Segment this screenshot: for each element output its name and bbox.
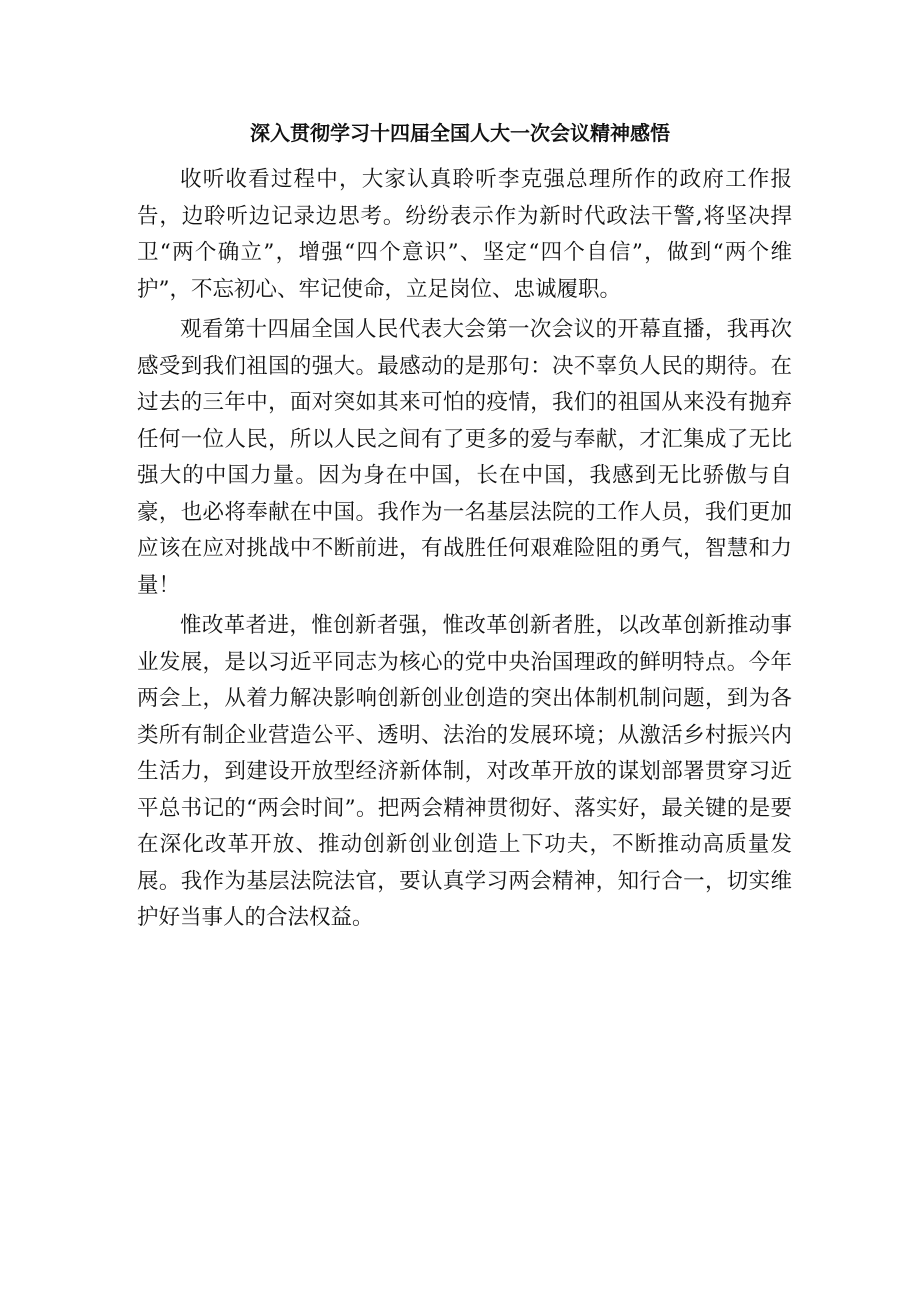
document-title: 深入贯彻学习十四届全国人大一次会议精神感悟 bbox=[250, 121, 670, 145]
paragraph-2: 观看第十四届全国人民代表大会第一次会议的开幕直播，我再次感受到我们祖国的强大。最感动的是那句：决不辜负人民的期待。在过去的三年中，面对突如其来可怕的疫情，我们的祖国从来没有抛弃任何一位人民，所以人民之间有了更多的爱与奉献，才汇集成了无比强大的中国力量。因为身在中国，长在中国，我感到无比骄傲与自豪，也必将奉献在中国。我作为一名基层法院的工作人员，我们更加应该在应对挑战中不断前进，有战胜任何艰难险阻的勇气，智慧和力量！ bbox=[137, 317, 792, 598]
document-body bbox=[137, 162, 792, 941]
paragraph-1: 收听收看过程中，大家认真聆听李克强总理所作的政府工作报告，边聆听边记录边思考。纷纷表示作为新时代政法干警,将坚决捍卫“两个确立”，增强“四个意识”、坚定“四个自信”，做到“两个维护”，不忘初心、牢记使命，立足岗位、忠诚履职。 bbox=[137, 167, 792, 302]
paragraph-3: 惟改革者进，惟创新者强，惟改革创新者胜，以改革创新推动事业发展，是以习近平同志为核心的党中央治国理政的鲜明特点。今年两会上，从着力解决影响创新创业创造的突出体制机制问题，到为各类所有制企业营造公平、透明、法治的发展环境；从激活乡村振兴内生活力，到建设开放型经济新体制，对改革开放的谋划部署贯穿习近平总书记的“两会时间”。把两会精神贯彻好、落实好，最关键的是要在深化改革开放、推动创新创业创造上下功夫，不断推动高质量发展。我作为基层法院法官，要认真学习两会精神，知行合一，切实维护好当事人的合法权益。 bbox=[137, 613, 792, 930]
